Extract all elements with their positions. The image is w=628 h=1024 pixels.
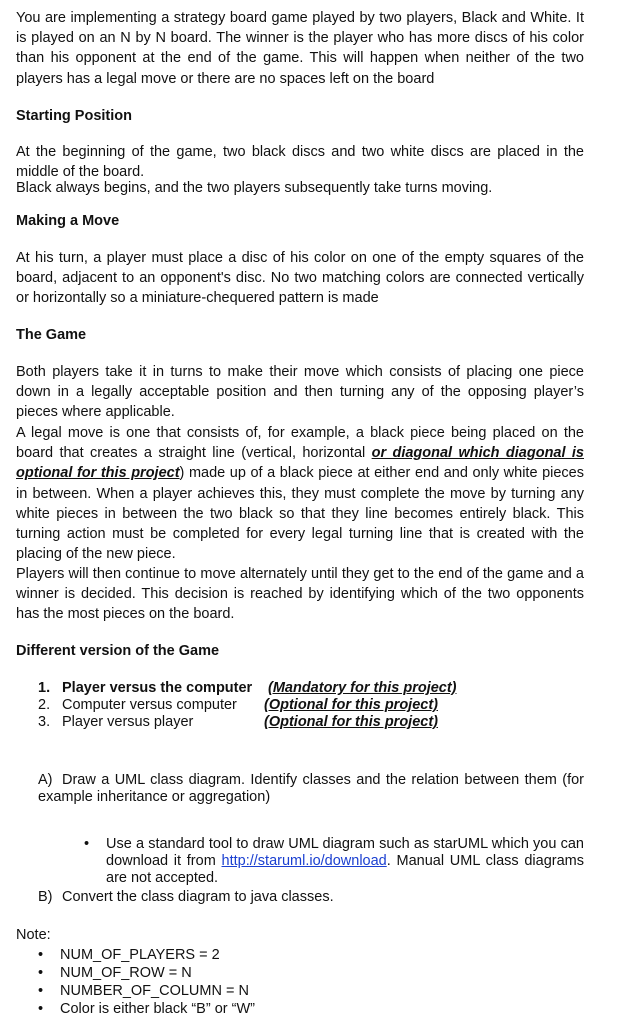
intro-paragraph: You are implementing a strategy board game played by two players, Black and White. It is played on an N by N board. The winner is the player who has more discs of his color than his opponent at the end of the game. This will happen when neither of the two players has a legal move or there are no spaces left on the board xyxy=(16,10,584,87)
heading-different-versions: Different version of the Game xyxy=(16,643,220,659)
starting-paragraph-1: At the beginning of the game, two black discs and two white discs are placed in the middle of the board. xyxy=(16,144,584,181)
heading-the-game: The Game xyxy=(16,327,87,343)
game-paragraph-2 xyxy=(16,423,584,564)
heading-starting-position: Starting Position xyxy=(16,108,132,124)
note-item: • NUM_OF_ROW = N xyxy=(38,965,192,981)
diagonal-optional-note: or diagonal which diagonal is optional for this project xyxy=(16,445,584,482)
version-item: 2. Computer versus computer (Optional for this project) xyxy=(38,697,438,713)
game-paragraph-2-end: ) made up of a black piece at either end and only white pieces in between. When a player achieves this, they must complete the move by turning any white pieces in between the two black so that they line becomes entirely black. This turning action must be completed for every legal turning line that is created with the placing of the new piece. xyxy=(16,465,584,563)
version-item: 1. Player versus the computer (Mandatory for this project) xyxy=(38,680,457,696)
task-b-label: B) xyxy=(38,889,53,905)
task-b xyxy=(38,889,584,906)
game-paragraph-1: Both players take it in turns to make their move which consists of placing one piece down in a legally acceptable position and then turning any of the opposing player’s pieces where applicable. xyxy=(16,364,584,421)
version-requirement: (Mandatory for this project) xyxy=(268,680,457,696)
heading-making-a-move: Making a Move xyxy=(16,213,120,229)
staruml-download-link[interactable]: http://staruml.io/download xyxy=(221,853,387,870)
task-a-bullet: Use a standard tool to draw UML diagram such as starUML which you can download it from http://staruml.io/download. Manual UML class diagrams are not accepted. xyxy=(106,836,584,887)
note-item: • Color is either black “B” or “W” xyxy=(38,1001,255,1017)
task-a-label: A) xyxy=(38,772,53,788)
move-paragraph: At his turn, a player must place a disc of his color on one of the empty squares of the board, adjacent to an opponent's disc. No two matching colors are connected vertically or horizontally so a miniature-chequered pattern is made xyxy=(16,250,584,307)
version-label: Computer versus computer xyxy=(62,697,237,713)
bullet-icon: • xyxy=(84,836,90,852)
task-a-text: Draw a UML class diagram. Identify classes and the relation between them (for example inheritance or aggregation) xyxy=(38,772,584,806)
note-item: • NUM_OF_PLAYERS = 2 xyxy=(38,947,220,963)
note-title: Note: xyxy=(16,927,51,943)
task-b-text: Convert the class diagram to java classes. xyxy=(62,889,334,905)
bullet-icon: • xyxy=(38,965,44,981)
game-paragraph-2-start: A legal move is one that consists of, for example, a black piece being placed on the board that creates a straight line (vertical, horizontal xyxy=(16,425,584,462)
version-label: Player versus player xyxy=(62,714,194,730)
game-paragraph-3: Players will then continue to move alternately until they get to the end of the game and a winner is decided. This decision is reached by identifying which of the two opponents has the most pieces on the board. xyxy=(16,566,584,623)
starting-paragraph-2: Black always begins, and the two players subsequently take turns moving. xyxy=(16,180,493,196)
bullet-icon: • xyxy=(38,1001,44,1017)
version-item: 3. Player versus player (Optional for this project) xyxy=(38,714,438,730)
task-a xyxy=(38,772,584,806)
version-label: Player versus the computer xyxy=(62,680,253,696)
bullet-icon: • xyxy=(38,947,44,963)
bullet-icon: • xyxy=(38,983,44,999)
version-requirement: (Optional for this project) xyxy=(264,697,438,713)
note-item: • NUMBER_OF_COLUMN = N xyxy=(38,983,249,999)
version-requirement: (Optional for this project) xyxy=(264,714,438,730)
